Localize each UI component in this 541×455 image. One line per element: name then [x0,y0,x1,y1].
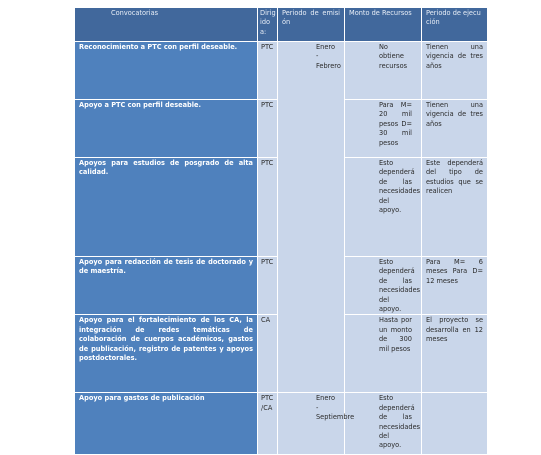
convocatoria-cell: Apoyo a PTC con perfil deseable. [75,100,258,158]
ejecucion-cell [422,393,488,455]
monto-cell: Esto dependerá de las necesidades del apoyo. [345,257,422,315]
header-periodo-ejecucion: Periodo de ejecución [422,8,488,42]
convocatoria-cell: Reconocimiento a PTC con perfil deseable. [75,42,258,100]
monto-cell: Esto dependerá de las necesidades del apoyo. [345,393,422,455]
periodo-emision-cell: Enero - Septiembre [278,393,345,455]
ejecucion-cell: Tienen una vigencia de tres años [422,100,488,158]
header-monto: Monto de Recursos [345,8,422,42]
dirigido-cell: PTC /CA [258,393,278,455]
dirigido-cell: CA [258,315,278,393]
convocatorias-table [74,7,488,455]
monto-cell: Esto dependerá de las necesidades del apoyo. [345,158,422,257]
dirigido-cell: PTC [258,158,278,257]
dirigido-cell: PTC [258,42,278,100]
convocatoria-cell: Apoyo para redacción de tesis de doctorado y de maestría. [75,257,258,315]
ejecucion-cell: Este dependerá del tipo de estudios que se realicen [422,158,488,257]
monto-cell: No obtiene recursos [345,42,422,100]
header-convocatorias: Convocatorias [75,8,258,42]
monto-cell: Hasta por un monto de 300 mil pesos [345,315,422,393]
table-header-row [75,8,488,42]
table-row [75,42,488,100]
convocatoria-cell: Apoyo para el fortalecimiento de los CA, la integración de redes temáticas de colaboración de cuerpos académicos, gastos de publicación, registro de patentes y apoyos postdoctorales. [75,315,258,393]
convocatoria-cell: Apoyo para gastos de publicación [75,393,258,455]
table-row [75,393,488,455]
periodo-emision-cell: Enero - Febrero [278,42,345,393]
dirigido-cell: PTC [258,100,278,158]
dirigido-cell: PTC [258,257,278,315]
header-dirigido: Dirigido a: [258,8,278,42]
ejecucion-cell: Tienen una vigencia de tres años [422,42,488,100]
ejecucion-cell: Para M= 6 meses Para D= 12 meses [422,257,488,315]
header-periodo-emision: Periodo de emisión [278,8,345,42]
ejecucion-cell: El proyecto se desarrolla en 12 meses [422,315,488,393]
monto-cell: Para M= 20 mil pesos D= 30 mil pesos [345,100,422,158]
convocatoria-cell: Apoyos para estudios de posgrado de alta calidad. [75,158,258,257]
